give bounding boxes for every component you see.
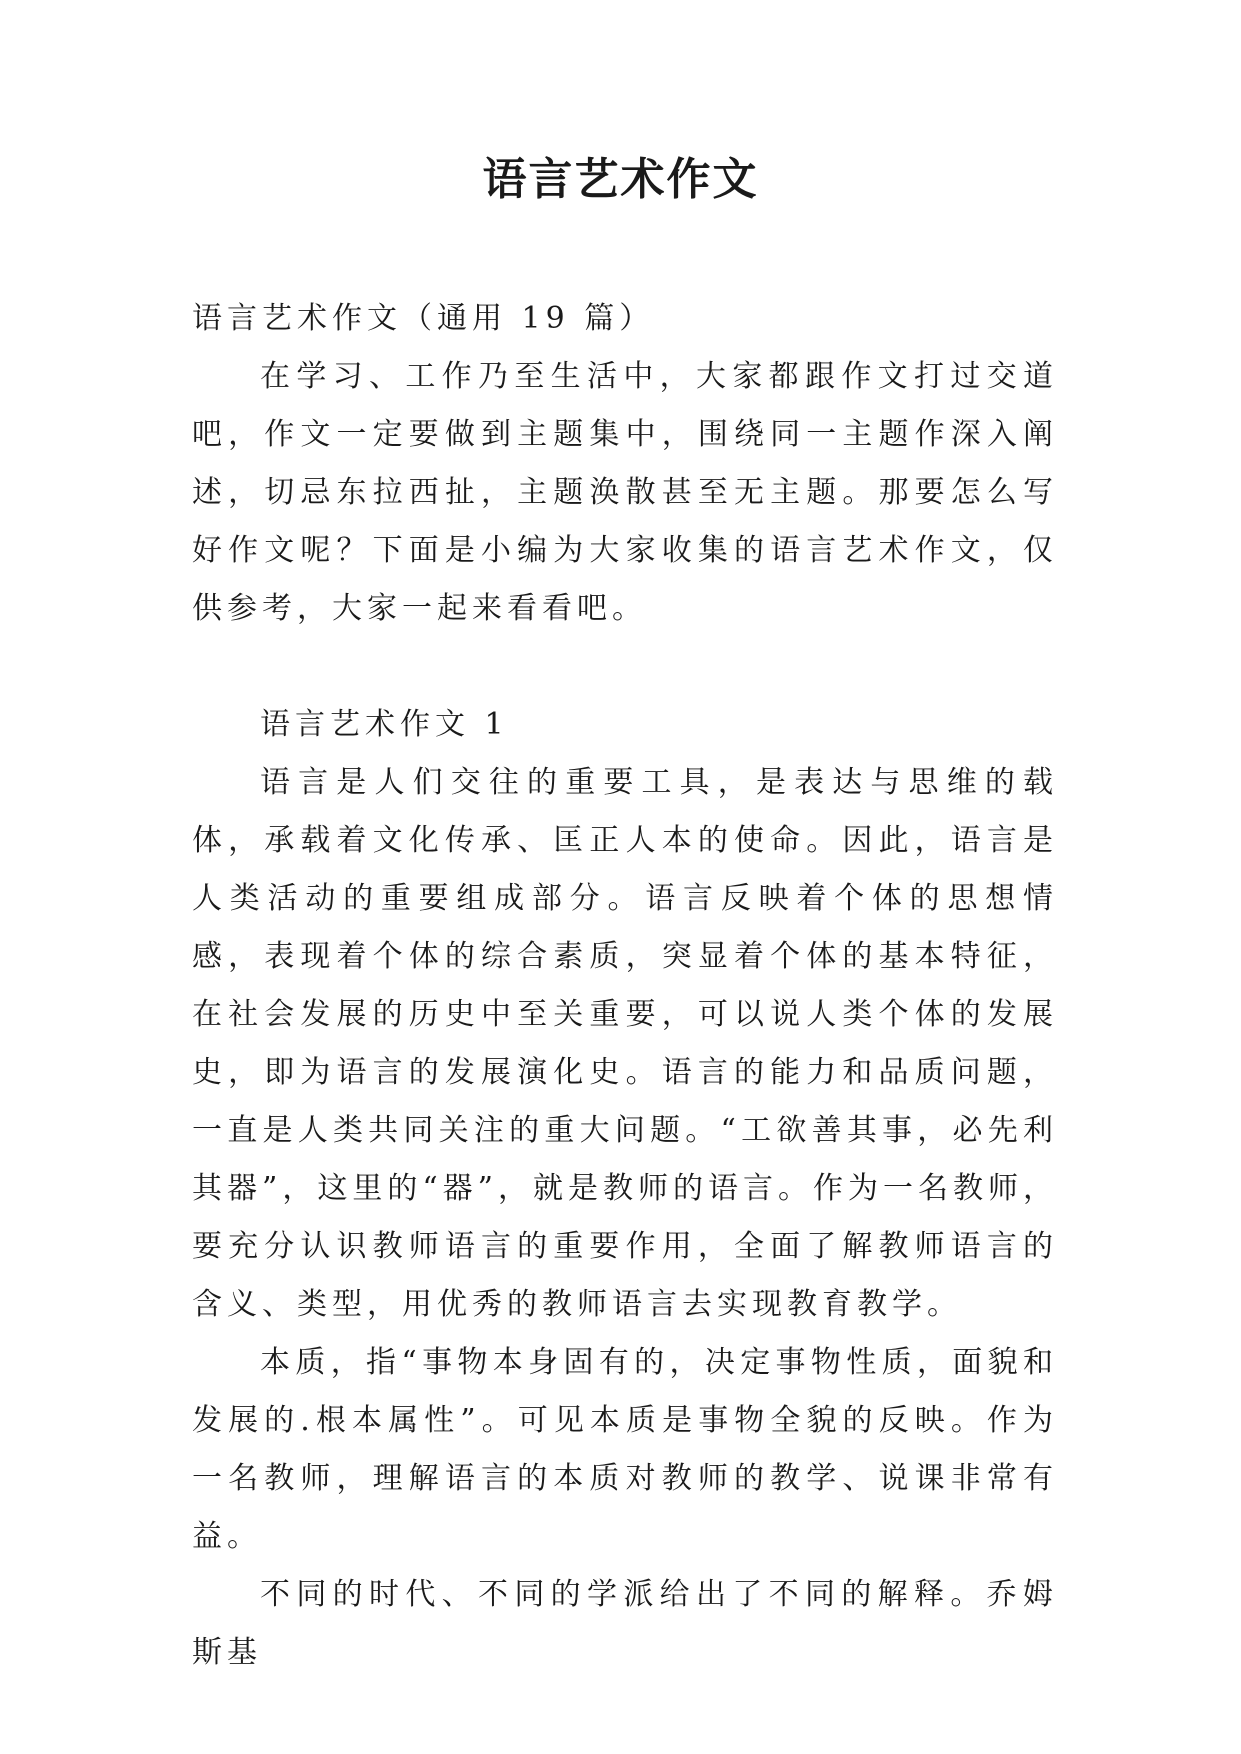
body-paragraph: 不同的时代、不同的学派给出了不同的解释。乔姆斯基	[192, 1577, 1058, 1670]
body-paragraph: 本质，指“事物本身固有的，决定事物性质，面貌和发展的.根本属性”。可见本质是事物全貌的反映。作为一名教师，理解语言的本质对教师的教学、说课非常有益。	[192, 1345, 1058, 1554]
document-subtitle: 语言艺术作文（通用 19 篇）	[192, 301, 655, 336]
intro-paragraph: 在学习、工作乃至生活中，大家都跟作文打过交道吧，作文一定要做到主题集中，围绕同一主题作深入阐述，切忌东拉西扯，主题涣散甚至无主题。那要怎么写好作文呢？下面是小编为大家收集的语言艺术作文，仅供参考，大家一起来看看吧。	[192, 359, 1058, 626]
paragraph-spacer	[192, 638, 1058, 696]
document-title: 语言艺术作文	[482, 154, 759, 205]
document-body	[192, 290, 1058, 1682]
body-paragraph: 语言是人们交往的重要工具，是表达与思维的载体，承载着文化传承、匡正人本的使命。因此，语言是人类活动的重要组成部分。语言反映着个体的思想情感，表现着个体的综合素质，突显着个体的基本特征，在社会发展的历史中至关重要，可以说人类个体的发展史，即为语言的发展演化史。语言的能力和品质问题，一直是人类共同关注的重大问题。“工欲善其事，必先利其器”，这里的“器”，就是教师的语言。作为一名教师，要充分认识教师语言的重要作用，全面了解教师语言的含义、类型，用优秀的教师语言去实现教育教学。	[192, 765, 1059, 1322]
section-heading: 语言艺术作文 1	[260, 707, 509, 742]
